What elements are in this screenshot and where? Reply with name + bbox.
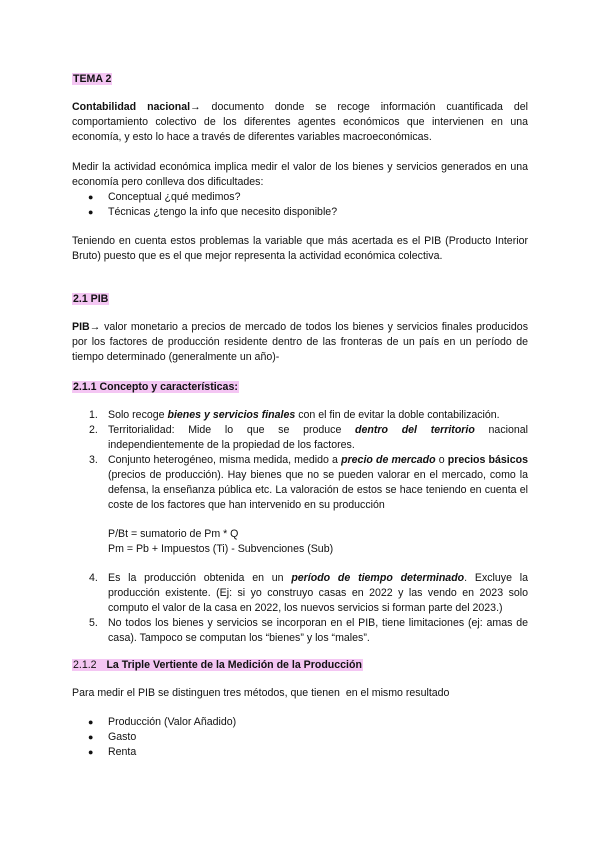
list-item: ● Renta [88,746,137,758]
pib-arrow: → [89,321,101,333]
triple-paragraph: Para medir el PIB se distinguen tres métodos, que tienen en el mismo resultado [72,687,450,699]
list-item: 5. No todos los bienes y servicios se incorporan en el PIB, tiene limitaciones (ej: amas de casa). Tampoco se computan los “bienes” y los “males”. [89,617,528,644]
pib-paragraph [72,320,528,365]
section-2-1-1-heading [72,380,528,395]
tema-label: TEMA 2 [73,73,112,85]
medir-text: Medir la actividad económica implica medir el valor de los bienes y servicios generados en una economía pero conlleva dos dificultades: [72,161,528,188]
section-2-1-1-title: 2.1.1 Concepto y características: [73,381,238,393]
bullet-icon: ● [88,732,94,742]
tema-heading [72,72,528,87]
formula-block [72,527,528,557]
list-item: 2. Territorialidad: Mide lo que se produce dentro del territorio nacional independientemente de la propiedad de los factores. [89,424,528,451]
section-2-1-2-heading [72,658,528,673]
section-2-1-2-number: 2.1.2 [73,659,97,671]
bullet-icon: ● [88,207,94,217]
bullet-icon: ● [88,192,94,202]
intro-arrow: → [190,101,201,113]
pib-text: valor monetario a precios de mercado de todos los bienes y servicios finales producidos por los factores de producción residente dentro de las fronteras de un país en un período de tiempo determinado (generalmente un año)- [72,321,528,363]
section-2-1-title: 2.1 PIB [73,293,109,305]
concept-list [72,408,528,513]
methods-list [72,715,528,760]
list-item: 4. Es la producción obtenida en un período de tiempo determinado. Excluye la producción existente. (Ej: si yo construyo casas en 2022 y las vendo en 2023 solo computo el valor de la casa en 2022, los nuevos servicios si forman parte del 2023.) [89,572,528,614]
intro-text: documento donde se recoge información cuantificada del comportamiento colectivo de los diferentes agentes económicos que intervienen en una economía, y esto lo hace a través de diferentes variables macroeconómicas. [72,101,528,143]
list-item: 3. Conjunto heterogéneo, misma medida, medido a precio de mercado o precios básicos (precios de producción). Hay bienes que no se pueden valorar en el mercado, como la defensa, la enseñanza pública etc. La valoración de estos se hace teniendo en cuenta el coste de los factores que han intervenido en su producción [89,454,528,511]
list-item: ● Producción (Valor Añadido) [88,716,237,728]
pib-term: PIB [72,321,90,333]
concept-list-continued [72,571,528,646]
list-item: 1. Solo recoge bienes y servicios finales con el fin de evitar la doble contabilización. [89,409,500,421]
formula-line: Pm = Pb + Impuestos (Ti) - Subvenciones (Sub) [108,543,334,555]
list-item: ● Gasto [88,731,137,743]
formula-line: P/Bt = sumatorio de Pm * Q [108,528,239,540]
list-item: ● Conceptual ¿qué medimos? [88,191,241,203]
medir-paragraph [72,160,528,190]
list-item: ● Técnicas ¿tengo la info que necesito disponible? [88,206,338,218]
section-2-1-2-title: La Triple Vertiente de la Medición de la Producción [106,659,362,671]
bullet-icon: ● [88,717,94,727]
medir-list [72,190,528,220]
teniendo-paragraph: Teniendo en cuenta estos problemas la variable que más acertada es el PIB (Producto Interior Bruto) puesto que es el que mejor representa la actividad económica colectiva. [72,235,528,262]
section-2-1-heading [72,292,528,307]
intro-paragraph [72,100,528,145]
intro-term: Contabilidad nacional [72,101,191,113]
bullet-icon: ● [88,747,94,757]
